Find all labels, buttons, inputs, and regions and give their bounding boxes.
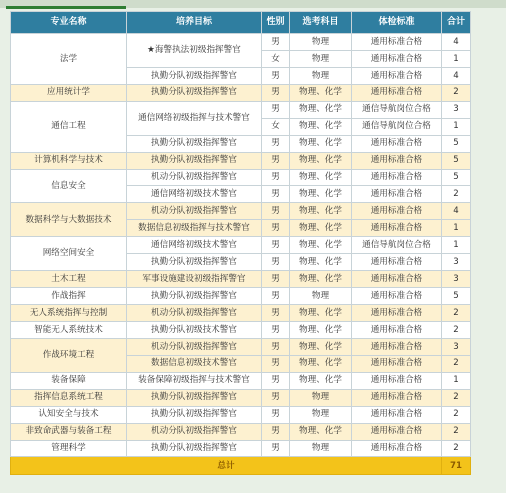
- subject-cell: 物理、化学: [290, 321, 352, 338]
- goal-cell: 执勤分队初级指挥警官: [127, 288, 262, 305]
- subject-cell: 物理、化学: [290, 203, 352, 220]
- total-cell: 1: [442, 220, 471, 237]
- gender-cell: 男: [262, 101, 290, 118]
- health-cell: 通用标准合格: [352, 254, 442, 271]
- gender-cell: 男: [262, 406, 290, 423]
- health-cell: 通信导航岗位合格: [352, 237, 442, 254]
- health-cell: 通用标准合格: [352, 34, 442, 51]
- table-row: [11, 288, 471, 305]
- header-health: 体检标准: [352, 12, 442, 34]
- total-cell: 5: [442, 152, 471, 169]
- health-cell: 通用标准合格: [352, 186, 442, 203]
- goal-cell: 执勤分队初级指挥警官: [127, 67, 262, 84]
- health-cell: 通用标准合格: [352, 220, 442, 237]
- major-cell: 法学: [11, 34, 127, 85]
- table-row: [11, 84, 471, 101]
- goal-cell: 执勤分队初级指挥警官: [127, 254, 262, 271]
- table-row: [11, 305, 471, 322]
- goal-cell: 通信网络初级技术警官: [127, 237, 262, 254]
- header-subject: 选考科目: [290, 12, 352, 34]
- header-major: 专业名称: [11, 12, 127, 34]
- health-cell: 通信导航岗位合格: [352, 118, 442, 135]
- health-cell: 通用标准合格: [352, 203, 442, 220]
- major-cell: 数据科学与大数据技术: [11, 203, 127, 237]
- table-row: [11, 406, 471, 423]
- gender-cell: 男: [262, 305, 290, 322]
- subject-cell: 物理、化学: [290, 135, 352, 152]
- table-row: [11, 152, 471, 169]
- goal-cell: 通信网络初级指挥与技术警官: [127, 101, 262, 135]
- enrollment-plan-table: [10, 11, 471, 475]
- grand-total-value: 71: [442, 457, 471, 475]
- subject-cell: 物理、化学: [290, 338, 352, 355]
- gender-cell: 男: [262, 169, 290, 186]
- gender-cell: 男: [262, 135, 290, 152]
- table-row: [11, 389, 471, 406]
- grand-total-label: 总计: [11, 457, 442, 475]
- subject-cell: 物理: [290, 440, 352, 457]
- goal-cell: ★海警执法初级指挥警官: [127, 34, 262, 68]
- total-cell: 3: [442, 101, 471, 118]
- health-cell: 通用标准合格: [352, 389, 442, 406]
- gender-cell: 男: [262, 321, 290, 338]
- health-cell: 通用标准合格: [352, 338, 442, 355]
- health-cell: 通用标准合格: [352, 423, 442, 440]
- subject-cell: 物理、化学: [290, 254, 352, 271]
- goal-cell: 装备保障初级指挥与技术警官: [127, 372, 262, 389]
- total-cell: 3: [442, 254, 471, 271]
- gender-cell: 男: [262, 186, 290, 203]
- total-cell: 1: [442, 50, 471, 67]
- health-cell: 通用标准合格: [352, 372, 442, 389]
- goal-cell: 机动分队初级指挥警官: [127, 338, 262, 355]
- total-cell: 5: [442, 135, 471, 152]
- gender-cell: 男: [262, 288, 290, 305]
- gender-cell: 男: [262, 440, 290, 457]
- major-cell: 土木工程: [11, 271, 127, 288]
- total-cell: 2: [442, 423, 471, 440]
- gender-cell: 男: [262, 237, 290, 254]
- header-accent-bar: [6, 0, 126, 9]
- goal-cell: 机动分队初级指挥警官: [127, 169, 262, 186]
- gender-cell: 女: [262, 50, 290, 67]
- table-row: [11, 101, 471, 118]
- health-cell: 通用标准合格: [352, 440, 442, 457]
- health-cell: 通用标准合格: [352, 271, 442, 288]
- header-total: 合计: [442, 12, 471, 34]
- goal-cell: 机动分队初级指挥警官: [127, 203, 262, 220]
- goal-cell: 执勤分队初级技术警官: [127, 321, 262, 338]
- major-cell: 智能无人系统技术: [11, 321, 127, 338]
- health-cell: 通用标准合格: [352, 67, 442, 84]
- major-cell: 作战环境工程: [11, 338, 127, 372]
- health-cell: 通用标准合格: [352, 135, 442, 152]
- gender-cell: 男: [262, 34, 290, 51]
- gender-cell: 女: [262, 118, 290, 135]
- total-cell: 2: [442, 84, 471, 101]
- gender-cell: 男: [262, 67, 290, 84]
- subject-cell: 物理、化学: [290, 355, 352, 372]
- header-goal: 培养目标: [127, 12, 262, 34]
- goal-cell: 数据信息初级技术警官: [127, 355, 262, 372]
- total-cell: 5: [442, 169, 471, 186]
- subject-cell: 物理、化学: [290, 220, 352, 237]
- subject-cell: 物理: [290, 406, 352, 423]
- subject-cell: 物理、化学: [290, 84, 352, 101]
- goal-cell: 机动分队初级指挥警官: [127, 423, 262, 440]
- total-cell: 3: [442, 338, 471, 355]
- total-cell: 1: [442, 237, 471, 254]
- table-row: [11, 440, 471, 457]
- gender-cell: 男: [262, 389, 290, 406]
- goal-cell: 机动分队初级指挥警官: [127, 305, 262, 322]
- gender-cell: 男: [262, 355, 290, 372]
- total-cell: 5: [442, 288, 471, 305]
- goal-cell: 通信网络初级技术警官: [127, 186, 262, 203]
- subject-cell: 物理: [290, 34, 352, 51]
- subject-cell: 物理、化学: [290, 186, 352, 203]
- health-cell: 通用标准合格: [352, 406, 442, 423]
- major-cell: 非致命武器与装备工程: [11, 423, 127, 440]
- major-cell: 装备保障: [11, 372, 127, 389]
- table-row: [11, 321, 471, 338]
- gender-cell: 男: [262, 84, 290, 101]
- health-cell: 通用标准合格: [352, 169, 442, 186]
- table-header-row: [11, 12, 471, 34]
- total-cell: 4: [442, 67, 471, 84]
- goal-cell: 执勤分队初级指挥警官: [127, 406, 262, 423]
- total-cell: 1: [442, 118, 471, 135]
- total-cell: 2: [442, 406, 471, 423]
- health-cell: 通用标准合格: [352, 305, 442, 322]
- total-cell: 2: [442, 321, 471, 338]
- total-cell: 2: [442, 305, 471, 322]
- subject-cell: 物理、化学: [290, 169, 352, 186]
- gender-cell: 男: [262, 271, 290, 288]
- subject-cell: 物理、化学: [290, 101, 352, 118]
- major-cell: 指挥信息系统工程: [11, 389, 127, 406]
- goal-cell: 数据信息初级指挥与技术警官: [127, 220, 262, 237]
- gender-cell: 男: [262, 203, 290, 220]
- table-row: [11, 338, 471, 355]
- total-cell: 2: [442, 389, 471, 406]
- grand-total-row: [11, 457, 471, 475]
- subject-cell: 物理、化学: [290, 271, 352, 288]
- subject-cell: 物理: [290, 389, 352, 406]
- health-cell: 通信导航岗位合格: [352, 101, 442, 118]
- total-cell: 4: [442, 34, 471, 51]
- table-row: [11, 34, 471, 51]
- subject-cell: 物理: [290, 288, 352, 305]
- subject-cell: 物理: [290, 67, 352, 84]
- goal-cell: 执勤分队初级指挥警官: [127, 440, 262, 457]
- major-cell: 网络空间安全: [11, 237, 127, 271]
- table-row: [11, 271, 471, 288]
- gender-cell: 男: [262, 423, 290, 440]
- subject-cell: 物理、化学: [290, 152, 352, 169]
- total-cell: 2: [442, 186, 471, 203]
- subject-cell: 物理: [290, 50, 352, 67]
- goal-cell: 军事设施建设初级指挥警官: [127, 271, 262, 288]
- goal-cell: 执勤分队初级指挥警官: [127, 389, 262, 406]
- table-row: [11, 169, 471, 186]
- major-cell: 计算机科学与技术: [11, 152, 127, 169]
- gender-cell: 男: [262, 220, 290, 237]
- total-cell: 4: [442, 203, 471, 220]
- major-cell: 通信工程: [11, 101, 127, 152]
- major-cell: 无人系统指挥与控制: [11, 305, 127, 322]
- goal-cell: 执勤分队初级指挥警官: [127, 152, 262, 169]
- health-cell: 通用标准合格: [352, 152, 442, 169]
- major-cell: 信息安全: [11, 169, 127, 203]
- page-header-strip: [0, 0, 506, 8]
- gender-cell: 男: [262, 338, 290, 355]
- health-cell: 通用标准合格: [352, 288, 442, 305]
- subject-cell: 物理、化学: [290, 423, 352, 440]
- table-row: [11, 203, 471, 220]
- subject-cell: 物理、化学: [290, 118, 352, 135]
- health-cell: 通用标准合格: [352, 355, 442, 372]
- total-cell: 2: [442, 440, 471, 457]
- goal-cell: 执勤分队初级指挥警官: [127, 135, 262, 152]
- major-cell: 作战指挥: [11, 288, 127, 305]
- health-cell: 通用标准合格: [352, 50, 442, 67]
- table-row: [11, 372, 471, 389]
- total-cell: 1: [442, 372, 471, 389]
- major-cell: 认知安全与技术: [11, 406, 127, 423]
- health-cell: 通用标准合格: [352, 84, 442, 101]
- subject-cell: 物理、化学: [290, 372, 352, 389]
- major-cell: 管理科学: [11, 440, 127, 457]
- total-cell: 2: [442, 355, 471, 372]
- goal-cell: 执勤分队初级指挥警官: [127, 84, 262, 101]
- subject-cell: 物理、化学: [290, 305, 352, 322]
- subject-cell: 物理、化学: [290, 237, 352, 254]
- gender-cell: 男: [262, 152, 290, 169]
- major-cell: 应用统计学: [11, 84, 127, 101]
- table-row: [11, 237, 471, 254]
- header-gender: 性别: [262, 12, 290, 34]
- gender-cell: 男: [262, 372, 290, 389]
- gender-cell: 男: [262, 254, 290, 271]
- table-row: [11, 423, 471, 440]
- total-cell: 3: [442, 271, 471, 288]
- health-cell: 通用标准合格: [352, 321, 442, 338]
